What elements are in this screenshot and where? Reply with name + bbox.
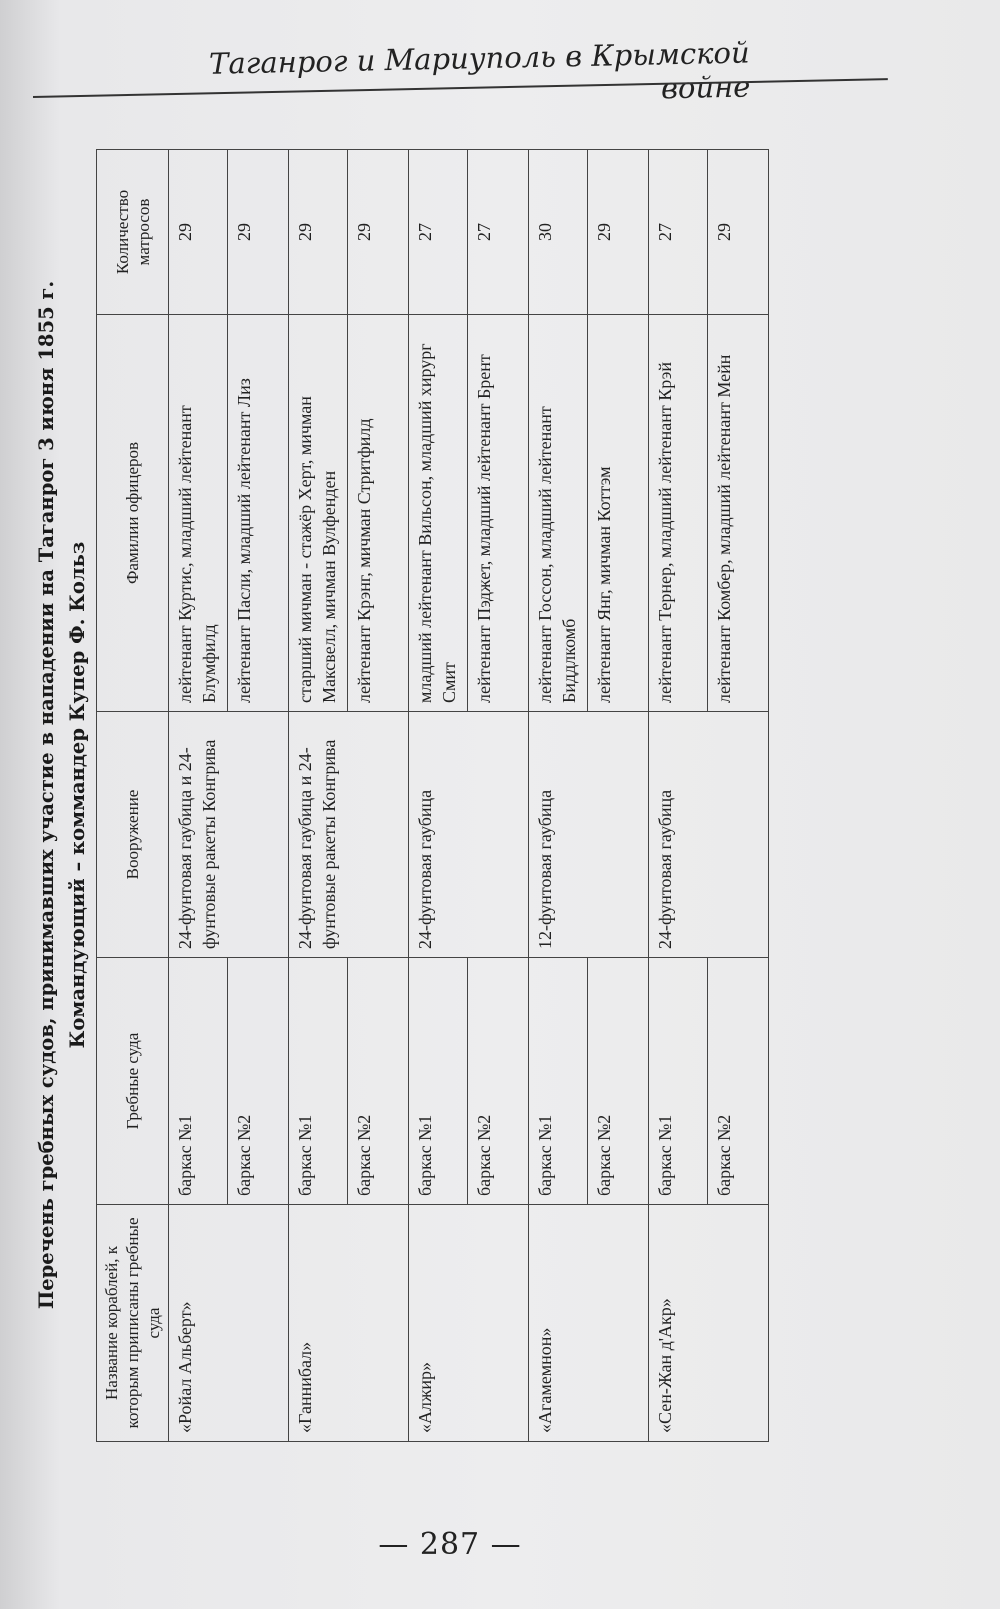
- armament-cell: 24-фунтовая гаубица и 24-фунтовые ракеты Конгрива: [289, 712, 409, 958]
- header-ship: Название кораблей, к которым приписаны гребные суда: [97, 1205, 169, 1442]
- armament-cell: 12-фунтовая гаубица: [529, 712, 649, 958]
- officers-cell: лейтенант Госсон, младший лейтенант Биддлкомб: [529, 315, 588, 712]
- header-boat: Гребные суда: [97, 958, 169, 1205]
- officers-cell: лейтенант Тернер, младший лейтенант Крэй: [649, 315, 708, 712]
- boat-cell: баркас №2: [468, 958, 529, 1205]
- table-row: [409, 150, 468, 1442]
- armament-cell: 24-фунтовая гаубица: [409, 712, 529, 958]
- boat-cell: баркас №2: [348, 958, 409, 1205]
- boat-cell: баркас №1: [409, 958, 468, 1205]
- ship-name-cell: «Агамемнон»: [529, 1205, 649, 1442]
- officers-cell: лейтенант Пасли, младший лейтенант Лиз: [228, 315, 289, 712]
- sailors-cell: 27: [649, 150, 708, 315]
- armament-cell: 24-фунтовая гаубица: [649, 712, 769, 958]
- header-armament: Вооружение: [97, 712, 169, 958]
- sailors-cell: 29: [228, 150, 289, 315]
- table-row: [289, 150, 348, 1442]
- boat-cell: баркас №1: [529, 958, 588, 1205]
- boat-cell: баркас №2: [228, 958, 289, 1205]
- sailors-cell: 27: [409, 150, 468, 315]
- sailors-cell: 29: [708, 150, 769, 315]
- page-number: — 287 —: [378, 1527, 522, 1562]
- table-header-row: [97, 150, 169, 1442]
- officers-cell: лейтенант Янг, мичман Коттэм: [588, 315, 649, 712]
- sailors-cell: 30: [529, 150, 588, 315]
- sailors-cell: 29: [169, 150, 228, 315]
- table-title-line-1: Перечень гребных судов, принимавших участие в нападении на Таганрог 3 июня 1855 г.: [35, 280, 58, 1310]
- officers-cell: лейтенант Крэнг, мичман Стритфилд: [348, 315, 409, 712]
- sailors-cell: 29: [348, 150, 409, 315]
- running-header: Таганрог и Мариуполь в Крымской войне: [208, 35, 751, 106]
- boat-cell: баркас №2: [708, 958, 769, 1205]
- officers-cell: лейтенант Комбер, младший лейтенант Мейн: [708, 315, 769, 712]
- officers-cell: младший лейтенант Вильсон, младший хирург Смит: [409, 315, 468, 712]
- header-sailors: Количество матросов: [97, 150, 169, 315]
- rotated-table-block: [30, 140, 860, 1450]
- table-row: [169, 150, 228, 1442]
- boat-cell: баркас №1: [649, 958, 708, 1205]
- boat-cell: баркас №2: [588, 958, 649, 1205]
- officers-cell: лейтенант Куртис, младший лейтенант Блумфилд: [169, 315, 228, 712]
- officers-cell: старший мичман - стажёр Херт, мичман Максвелл, мичман Вулфенден: [289, 315, 348, 712]
- table-row: [649, 150, 708, 1442]
- boats-table: [96, 149, 769, 1442]
- ship-name-cell: «Сен-Жан д'Акр»: [649, 1205, 769, 1442]
- boat-cell: баркас №1: [289, 958, 348, 1205]
- ship-name-cell: «Ройал Альберт»: [169, 1205, 289, 1442]
- header-officers: Фамилии офицеров: [97, 315, 169, 712]
- boat-cell: баркас №1: [169, 958, 228, 1205]
- officers-cell: лейтенант Пэджет, младший лейтенант Брент: [468, 315, 529, 712]
- table-row: [529, 150, 588, 1442]
- table-title-line-2: Командующий – коммандер Купер Ф. Кольз: [66, 541, 89, 1049]
- armament-cell: 24-фунтовая гаубица и 24-фунтовые ракеты Конгрива: [169, 712, 289, 958]
- sailors-cell: 29: [289, 150, 348, 315]
- ship-name-cell: «Алжир»: [409, 1205, 529, 1442]
- sailors-cell: 27: [468, 150, 529, 315]
- sailors-cell: 29: [588, 150, 649, 315]
- ship-name-cell: «Ганнибал»: [289, 1205, 409, 1442]
